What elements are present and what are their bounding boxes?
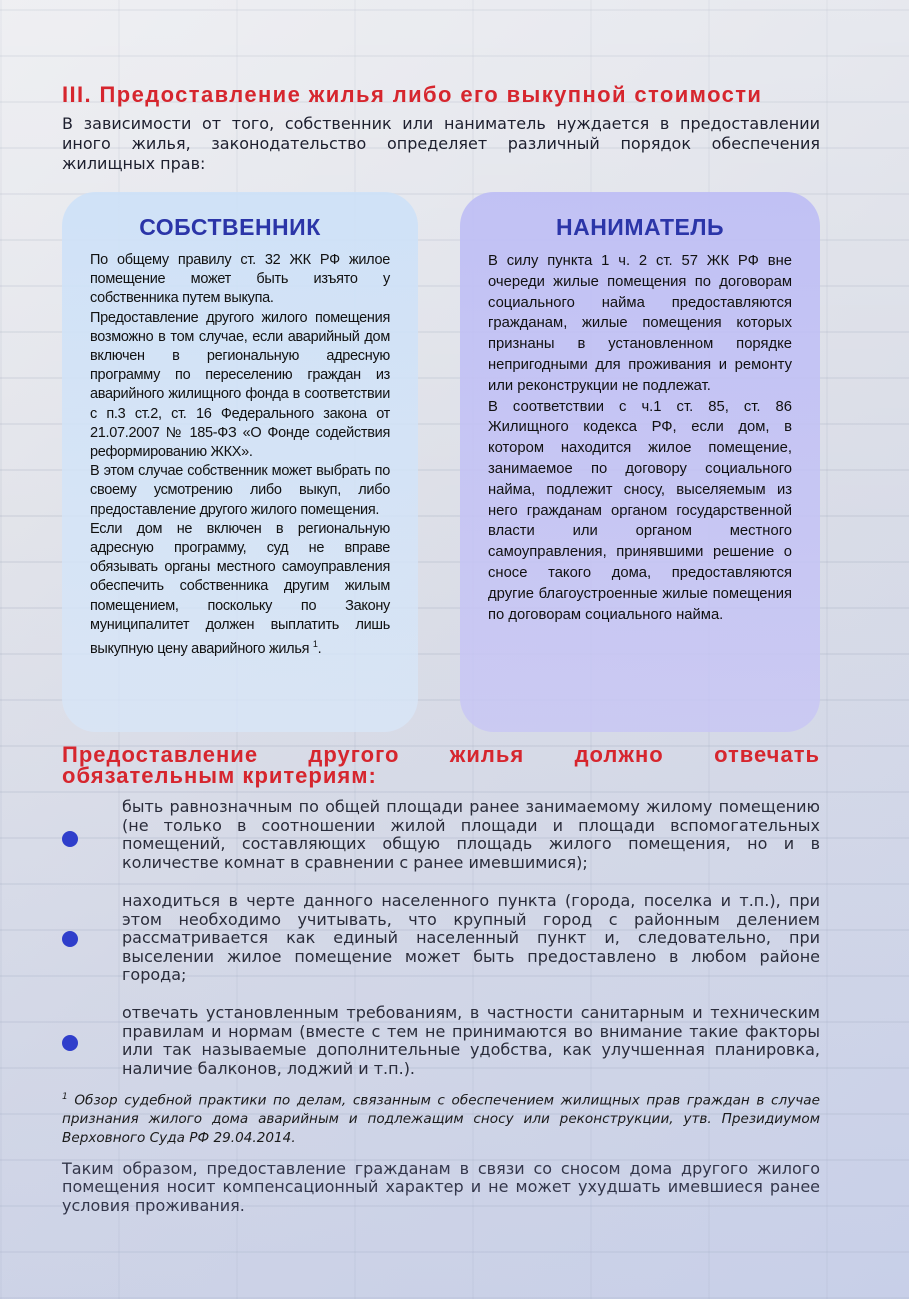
tenant-card xyxy=(460,192,820,732)
owner-paragraph-1: По общему правилу ст. 32 ЖК РФ жилое помещение может быть изъято у собственника путем выкупа. xyxy=(90,252,390,307)
criteria-item-text: находиться в черте данного населенного пункта (города, поселка и т.п.), при этом необходимо учитывать, что крупный город с районным делением рассматривается как единый населенный пункт и, следовательно, при выселении жилое помещение может быть предоставлено в любом районе города; xyxy=(122,891,820,985)
footnote-number: 1 xyxy=(62,1092,68,1102)
footnote-text: Обзор судебной практики по делам, связанным с обеспечением жилищных прав граждан в случае признания жилого дома аварийным и подлежащим сносу или реконструкции, утв. Президиумом Верховного Суда РФ 29.04.2014. xyxy=(62,1092,820,1146)
criteria-heading: Предоставление другого жилья должно отвечать обязательным критериям: xyxy=(62,742,820,788)
section-heading: III. Предоставление жилья либо его выкупной стоимости xyxy=(62,82,763,107)
tenant-paragraph-1: В силу пункта 1 ч. 2 ст. 57 ЖК РФ вне очереди жилые помещения по договорам социального найма предоставляются гражданам, жилые помещения которых признаны в установленном порядке непригодными для проживания и ремонту или реконструкции не подлежат. xyxy=(488,253,792,394)
bullet-icon xyxy=(62,931,78,947)
conclusion-paragraph: Таким образом, предоставление гражданам в связи со сносом дома другого жилого помещения носит компенсационный характер и не может ухудшать имевшиеся ранее условия проживания. xyxy=(62,1159,820,1215)
criteria-item-text: быть равнозначным по общей площади ранее занимаемому жилому помещению (не только в соотношении жилой площади и площади вспомогательных помещений, составляющих общую площадь жилого помещения, но и в количестве комнат в сравнении с ранее имевшимися); xyxy=(122,797,820,872)
owner-card xyxy=(62,192,418,732)
tenant-paragraph-2: В соответствии с ч.1 ст. 85, ст. 86 Жилищного кодекса РФ, если дом, в котором находится жилое помещение, занимаемое по договору социального найма, подлежит сносу, выселяемым из него гражданам органом государственной власти или органом местного самоуправления, принявшими решение о сносе такого дома, предоставляются другие благоустроенные жилые помещения по договорам социального найма. xyxy=(488,398,792,623)
criteria-item-text: отвечать установленным требованиям, в частности санитарным и техническим правилам и нормам (вместе с тем не принимаются во внимание такие факторы или так называемые дополнительные удобства, как улучшенная планировка, наличие балконов, лоджий и т.п.). xyxy=(122,1003,820,1078)
footnote-marker: 1 xyxy=(312,639,318,650)
owner-paragraph-2: Предоставление другого жилого помещения возможно в том случае, если аварийный дом включен в региональную адресную программу по переселению граждан из аварийного жилищного фонда в соответствии с п.3 ст.2, ст. 16 Федерального закона от 21.07.2007 № 185-ФЗ «О Фонде содействия реформированию ЖКХ». xyxy=(90,309,390,461)
bullet-icon xyxy=(62,1035,78,1051)
intro-paragraph: В зависимости от того, собственник или наниматель нуждается в предоставлении иного жилья, законодательство определяет различный порядок обеспечения жилищных прав: xyxy=(62,114,820,173)
owner-paragraph-3: В этом случае собственник может выбрать по своему усмотрению либо выкуп, либо предоставление другого жилого помещения. xyxy=(90,463,390,518)
owner-paragraph-4 xyxy=(90,520,390,659)
tenant-card-title: НАНИМАТЕЛЬ xyxy=(555,214,725,240)
footnote xyxy=(62,1088,820,1147)
owner-paragraph-4-period: . xyxy=(317,640,322,657)
bullet-icon xyxy=(62,831,78,847)
owner-paragraph-4-text: Если дом не включен в региональную адресную программу, суд не вправе обязывать органы местного самоуправления обеспечить собственника другим жилым помещением, поскольку по Закону муниципалитет должен выплатить лишь выкупную цену аварийного жилья xyxy=(90,520,390,657)
owner-card-title: СОБСТВЕННИК xyxy=(139,214,321,240)
